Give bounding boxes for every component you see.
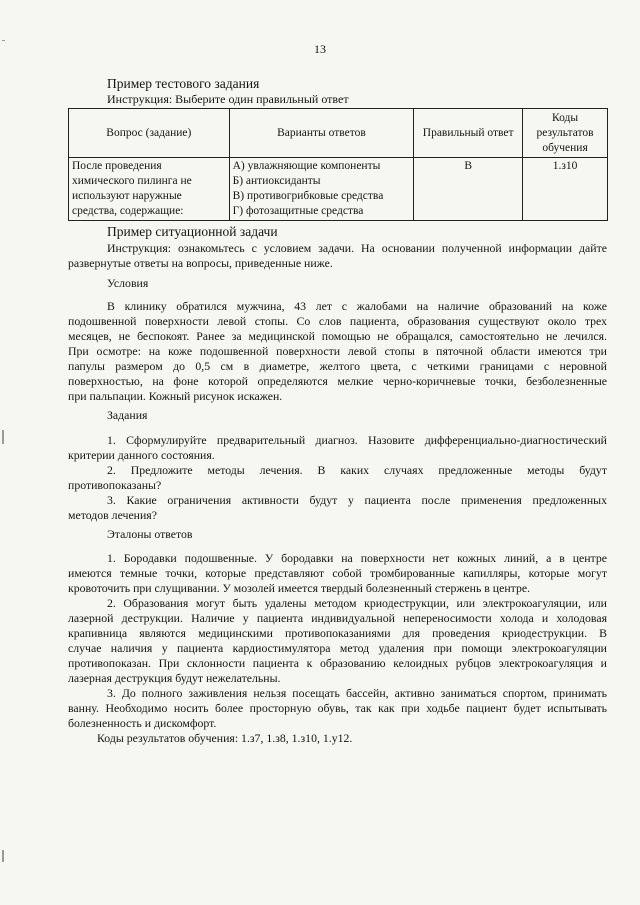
answers-line: противопоказан. При склонности пациента к образованию келоидных рубцов электрокоагуляция и	[68, 656, 607, 670]
answers-line: ванну. Необходимо носить более просторную обувь, так как при ходьбе пациент будет испытывать	[68, 701, 607, 715]
conditions-line: папулы размером до 0,5 см в диаметре, желтого цвета, с четкими границами с неровной	[68, 359, 607, 373]
question-line: средства, содержащие:	[72, 205, 184, 217]
result-code-cell: 1.з10	[523, 158, 608, 221]
test-task-table	[68, 108, 608, 221]
question-line: химического пилинга не	[72, 175, 192, 187]
question-line: После проведения	[72, 160, 162, 172]
situational-instruction-line: развернутые ответы на вопросы, приведенные ниже.	[68, 256, 333, 270]
result-codes-line: Коды результатов обучения: 1.з7, 1.з8, 1.з10, 1.у12.	[97, 731, 353, 745]
answers-line: крапивница являются медицинскими противопоказаниями для проведения криодеструкции. В	[68, 626, 607, 640]
option-b: Б) антиоксиданты	[232, 175, 321, 187]
answers-line: случае наличия у пациента кардиостимулятора метод удаления при помощи электрокоагуляции	[68, 641, 607, 655]
scan-artifact	[2, 430, 4, 444]
header-options: Варианты ответов	[229, 109, 414, 158]
tasks-line: 2. Предложите методы лечения. В каких случаях предложенные методы будут	[107, 463, 607, 477]
header-correct-answer: Правильный ответ	[414, 109, 523, 158]
tasks-line: противопоказаны?	[68, 478, 162, 492]
conditions-heading: Условия	[107, 276, 149, 290]
header-result-codes: Коды результатов обучения	[523, 109, 608, 158]
tasks-line: методов лечения?	[68, 508, 157, 522]
option-d: Г) фотозащитные средства	[232, 205, 364, 217]
option-a: А) увлажняющие компоненты	[232, 160, 381, 172]
tasks-line: 1. Сформулируйте предварительный диагноз. Назовите дифференциально-диагностический	[107, 433, 607, 447]
header-question: Вопрос (задание)	[69, 109, 230, 158]
answers-line: болезненность и дискомфорт.	[68, 716, 217, 730]
conditions-line: В клинику обратился мужчина, 43 лет с жалобами на наличие образований на коже	[107, 299, 607, 313]
tasks-line: критерии данного состояния.	[68, 448, 215, 462]
tasks-heading: Задания	[107, 408, 148, 422]
answers-line: лазерная деструкция будут нежелательны.	[68, 671, 281, 685]
test-task-title: Пример тестового задания	[107, 76, 260, 91]
table-header-row	[69, 109, 608, 158]
answers-line: лазерной деструкции. Наличие у пациента индивидуальной непереносимости холода и холодовая	[68, 611, 607, 625]
situational-task-title: Пример ситуационной задачи	[107, 224, 278, 239]
conditions-line: месяцев, не беспокоят. Ранее за медицинской помощью не обращался, самостоятельно не лечился.	[68, 329, 607, 343]
question-line: используют наружные	[72, 190, 182, 202]
correct-answer-cell: В	[414, 158, 523, 221]
scan-artifact	[2, 40, 5, 41]
conditions-line: подошвенной поверхности левой стопы. Со слов пациента, образования существуют около трех	[68, 314, 607, 328]
options-cell	[229, 158, 414, 221]
answers-line: 2. Образования могут быть удалены методом криодеструкции, или электрокоагуляции, или	[107, 596, 607, 610]
answers-line: кровоточить при слущивании. У мозолей имеется твердый болезненный стержень в центре.	[68, 581, 531, 595]
conditions-line: При осмотре: на коже подошвенной поверхности левой стопы в пяточной области имеются три	[68, 344, 607, 358]
answers-heading: Эталоны ответов	[107, 527, 193, 541]
answers-line: 1. Бородавки подошвенные. У бородавки на поверхности нет кожных линий, а в центре	[107, 551, 607, 565]
option-c: В) противогрибковые средства	[232, 190, 384, 202]
table-row	[69, 158, 608, 221]
conditions-line: при пальпации. Кожный рисунок искажен.	[68, 389, 283, 403]
answers-line: 3. До полного заживления нельзя посещать бассейн, активно заниматься спортом, принимать	[107, 686, 607, 700]
tasks-line: 3. Какие ограничения активности будут у пациента после применения предложенных	[107, 493, 607, 507]
test-task-instruction: Инструкция: Выберите один правильный ответ	[107, 92, 349, 106]
conditions-line: поверхностью, на фоне которой определяются мелкие черно-коричневые точки, безболезненные	[68, 374, 607, 388]
scan-artifact	[2, 850, 4, 862]
question-cell	[69, 158, 230, 221]
answers-line: имеются темные точки, которые представляют собой тромбированные капилляры, которые могут	[68, 566, 607, 580]
situational-instruction-line: Инструкция: ознакомьтесь с условием задачи. На основании полученной информации дайте	[107, 241, 607, 255]
page-number: 13	[314, 42, 326, 56]
